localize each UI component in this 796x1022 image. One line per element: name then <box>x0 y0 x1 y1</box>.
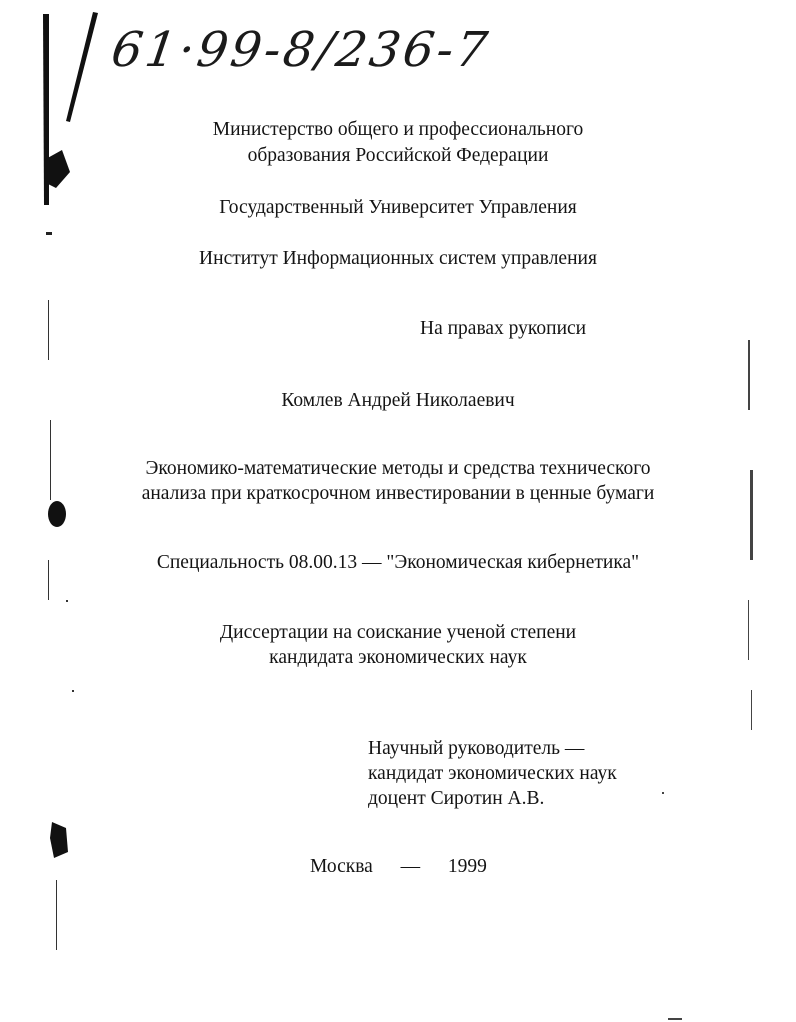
ministry-line-2: образования Российской Федерации <box>247 145 549 166</box>
right-edge-noise <box>662 340 753 1020</box>
footer-dash: — <box>400 856 421 877</box>
specialty: Специальность 08.00.13 — "Экономическая кибернетика" <box>156 552 640 573</box>
ministry-line-1: Министерство общего и профессионального <box>212 119 584 140</box>
thesis-title-line-1: Экономико-математические методы и средства технического <box>145 458 651 479</box>
manuscript-note: На правах рукописи <box>420 318 587 339</box>
university-name: Государственный Университет Управления <box>219 197 577 218</box>
binding-mark-slash <box>66 12 98 122</box>
footer-year: 1999 <box>447 856 487 877</box>
binding-mark-dash <box>46 232 52 235</box>
footer-city: Москва <box>310 856 373 877</box>
supervisor-line-2: кандидат экономических наук <box>368 763 617 784</box>
punch-hole-bottom <box>50 822 68 858</box>
institute-name: Институт Информационных систем управления <box>199 248 597 269</box>
handwritten-archive-code: 61·99-8/236-7 <box>108 22 494 78</box>
author-name: Комлев Андрей Николаевич <box>281 390 515 411</box>
footer-city-year <box>310 854 487 879</box>
binding-mark-long <box>43 14 49 205</box>
supervisor-line-1: Научный руководитель — <box>368 738 585 759</box>
thesis-title-line-2: анализа при краткосрочном инвестировании в ценные бумаги <box>141 483 655 504</box>
supervisor-block <box>368 736 617 811</box>
degree-line-2: кандидата экономических наук <box>269 647 527 668</box>
supervisor-line-3: доцент Сиротин А.В. <box>368 788 545 809</box>
degree-line-1: Диссертации на соискание ученой степени <box>219 622 577 643</box>
